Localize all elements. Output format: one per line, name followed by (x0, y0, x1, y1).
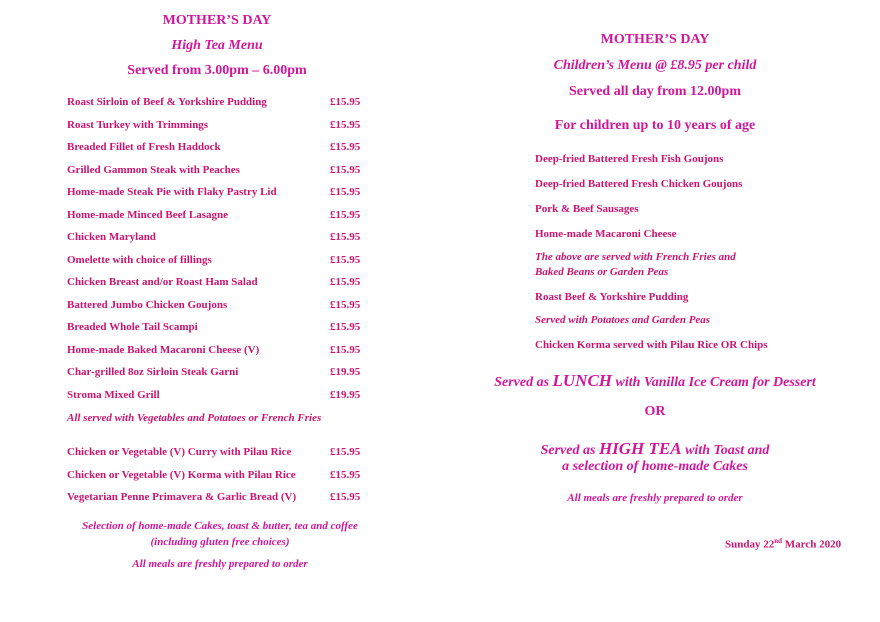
kids-item: Pork & Beef Sausages (535, 203, 639, 215)
kids-item: Home-made Macaroni Cheese (535, 228, 677, 240)
menu-item-name: Chicken or Vegetable (V) Korma with Pilau Rice (67, 468, 296, 481)
menu-item-price: £15.95 (330, 468, 361, 481)
menu-item-price: £15.95 (330, 491, 361, 503)
menu-item-name: Home-made Minced Beef Lasagne (67, 208, 228, 221)
kids-item: Deep-fried Battered Fresh Fish Goujons (535, 153, 724, 165)
menu-item-price: £19.95 (330, 388, 361, 401)
right-menu-title: MOTHER’S DAY (600, 32, 710, 47)
menu-item-price: £15.95 (330, 253, 361, 266)
or-separator: OR (644, 404, 666, 419)
menu-item-name: Stroma Mixed Grill (67, 388, 160, 401)
menu-item-price: £15.95 (330, 208, 361, 221)
menu-item-price: £15.95 (330, 186, 361, 198)
kids-korma-item: Chicken Korma served with Pilau Rice OR Chips (535, 339, 768, 351)
menu-item-name: Vegetarian Penne Primavera & Garlic Bread (V) (67, 491, 297, 503)
menu-item-price: £15.95 (330, 231, 361, 243)
menu-item-name: Char-grilled 8oz Sirloin Steak Garni (67, 366, 239, 378)
menu-item-name: Chicken or Vegetable (V) Curry with Pilau Rice (67, 446, 292, 458)
kids-roast-note: Served with Potatoes and Garden Peas (535, 314, 711, 326)
menu-item-name: Chicken Breast and/or Roast Ham Salad (67, 276, 258, 288)
left-cakes-note-line1: Selection of home-made Cakes, toast & butter, tea and coffee (82, 520, 358, 532)
menu-item-name: Home-made Steak Pie with Flaky Pastry Lid (67, 186, 277, 198)
hightea-post-text: with Toast and (681, 443, 770, 458)
hightea-caps-text: HIGH TEA (598, 439, 682, 458)
menu-item-name: Roast Sirloin of Beef & Yorkshire Pudding (67, 96, 267, 108)
menu-item-price: £15.95 (330, 321, 361, 333)
menu-item-price: £15.95 (330, 118, 361, 131)
menu-item-name: Battered Jumbo Chicken Goujons (67, 298, 228, 311)
lunch-post-text: with Vanilla Ice Cream for Dessert (612, 375, 816, 390)
right-fresh-note: All meals are freshly prepared to order (567, 492, 743, 504)
date-suffix: nd (774, 537, 783, 545)
event-date (725, 537, 841, 551)
right-menu-age-note: For children up to 10 years of age (554, 118, 756, 133)
left-cakes-note-line2: (including gluten free choices) (150, 536, 290, 548)
hightea-pre-text: Served as (540, 443, 599, 458)
menu-item-price: £15.95 (330, 276, 361, 288)
menu-item-name: Chicken Maryland (67, 231, 156, 243)
menu-item-name: Breaded Fillet of Fresh Haddock (67, 141, 221, 153)
left-menu-title: MOTHER’S DAY (162, 13, 272, 28)
kids-roast-item: Roast Beef & Yorkshire Pudding (535, 291, 689, 303)
menu-item-price: £15.95 (330, 343, 361, 356)
menu-item-price: £15.95 (330, 96, 361, 108)
menu-item-name: Roast Turkey with Trimmings (67, 118, 209, 131)
menu-item-name: Omelette with choice of fillings (67, 253, 212, 266)
kids-item: Deep-fried Battered Fresh Chicken Goujons (535, 178, 743, 190)
date-month-year: March 2020 (782, 538, 842, 551)
menu-item-price: £15.95 (330, 163, 361, 176)
right-menu-subtitle: Children’s Menu @ £8.95 per child (553, 58, 757, 73)
left-served-with-note: All served with Vegetables and Potatoes or French Fries (67, 412, 322, 424)
kids-above-note-line1: The above are served with French Fries and (535, 251, 736, 263)
menu-item-price: £15.95 (330, 446, 361, 458)
menu-item-price: £19.95 (330, 366, 361, 378)
lunch-pre-text: Served as (494, 375, 553, 390)
left-menu-subtitle: High Tea Menu (171, 38, 263, 53)
menu-item-name: Breaded Whole Tail Scampi (67, 321, 198, 333)
hightea-option (470, 439, 840, 459)
menu-item-name: Grilled Gammon Steak with Peaches (67, 163, 240, 176)
right-menu-served-time: Served all day from 12.00pm (568, 84, 741, 99)
lunch-caps-text: LUNCH (552, 371, 613, 390)
menu-item-name: Home-made Baked Macaroni Cheese (V) (67, 343, 260, 356)
menu-item-price: £15.95 (330, 298, 361, 311)
menu-item-price: £15.95 (330, 141, 361, 153)
kids-above-note-line2: Baked Beans or Garden Peas (535, 266, 669, 278)
left-menu-served-time: Served from 3.00pm – 6.00pm (127, 63, 307, 78)
lunch-option (470, 371, 840, 391)
left-fresh-note: All meals are freshly prepared to order (132, 558, 308, 570)
hightea-line2: a selection of home-made Cakes (562, 459, 748, 474)
date-day: Sunday 22 (725, 538, 775, 551)
